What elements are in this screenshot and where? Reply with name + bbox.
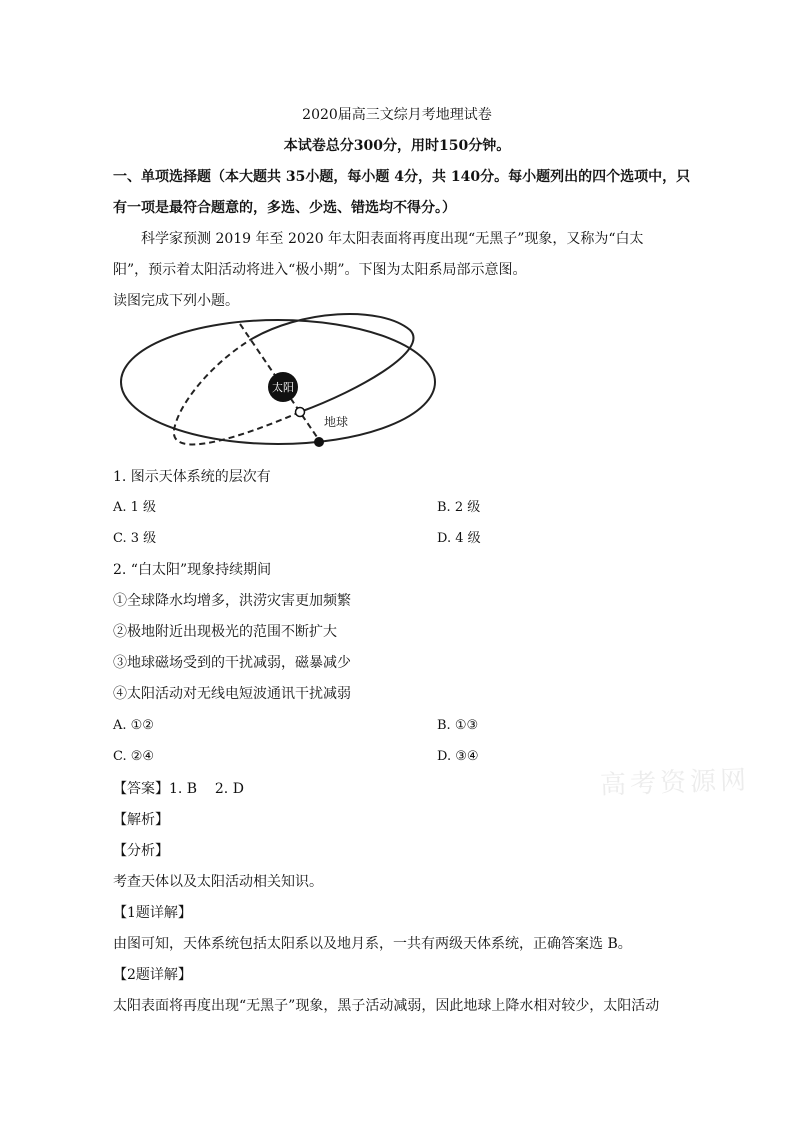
q2-option-c: C. ②④ xyxy=(113,749,155,764)
q2-option-d: D. ③④ xyxy=(437,749,479,764)
fenxi-heading: 【分析】 xyxy=(113,843,169,859)
moon-icon xyxy=(296,408,305,417)
passage-line2: 阳”，预示着太阳活动将进入“极小期”。下图为太阳系局部示意图。 xyxy=(113,262,527,278)
exam-subtitle: 本试卷总分300分，用时150分钟。 xyxy=(283,138,511,154)
q2-statement-4: ④太阳活动对无线电短波通讯干扰减弱 xyxy=(113,686,351,702)
q2-statement-3: ③地球磁场受到的干扰减弱，磁暴减少 xyxy=(113,655,351,671)
q1-option-a: A. 1 级 xyxy=(113,500,157,515)
q2-statement-1: ①全球降水均增多，洪涝灾害更加频繁 xyxy=(113,593,351,609)
sun-label: 太阳 xyxy=(272,381,294,394)
q2-stem: 2. “白太阳”现象持续期间 xyxy=(113,562,272,578)
q2-statement-2: ②极地附近出现极光的范围不断扩大 xyxy=(113,624,337,640)
q2-detail-heading: 【2题详解】 xyxy=(113,967,192,983)
section-heading-line1: 一、单项选择题（本大题共 35小题，每小题 4分，共 140分。每小题列出的四个选项中，只 xyxy=(113,169,691,185)
passage-line1: 科学家预测 2019 年至 2020 年太阳表面将再度出现“无黑子”现象，又称为“白太 xyxy=(141,231,644,247)
q2-option-b: B. ①③ xyxy=(437,718,479,733)
q1-detail-heading: 【1题详解】 xyxy=(113,905,192,921)
q1-option-b: B. 2 级 xyxy=(437,500,481,515)
answer-line: 【答案】1. B 2. D xyxy=(113,781,244,797)
q1-detail-text: 由图可知，天体系统包括太阳系以及地月系，一共有两级天体系统，正确答案选 B。 xyxy=(113,936,632,952)
q1-option-d: D. 4 级 xyxy=(437,531,481,546)
analysis-heading: 【解析】 xyxy=(113,812,169,828)
section-heading-line2: 有一项是最符合题意的，多选、少选、错选均不得分。） xyxy=(113,200,456,216)
earth-label: 地球 xyxy=(324,415,349,429)
q2-option-a: A. ①② xyxy=(113,718,154,733)
q2-detail-text: 太阳表面将再度出现“无黑子”现象，黑子活动减弱，因此地球上降水相对较少，太阳活动 xyxy=(113,998,660,1014)
q1-stem: 1. 图示天体系统的层次有 xyxy=(113,469,271,485)
earth-icon xyxy=(314,437,324,447)
solar-system-diagram xyxy=(110,310,450,460)
q1-option-c: C. 3 级 xyxy=(113,531,157,546)
fenxi-text: 考查天体以及太阳活动相关知识。 xyxy=(113,874,323,890)
watermark-text: 高考资源网 xyxy=(599,765,751,801)
exam-title: 2020届高三文综月考地理试卷 xyxy=(302,107,492,123)
passage-instruction: 读图完成下列小题。 xyxy=(113,293,239,309)
